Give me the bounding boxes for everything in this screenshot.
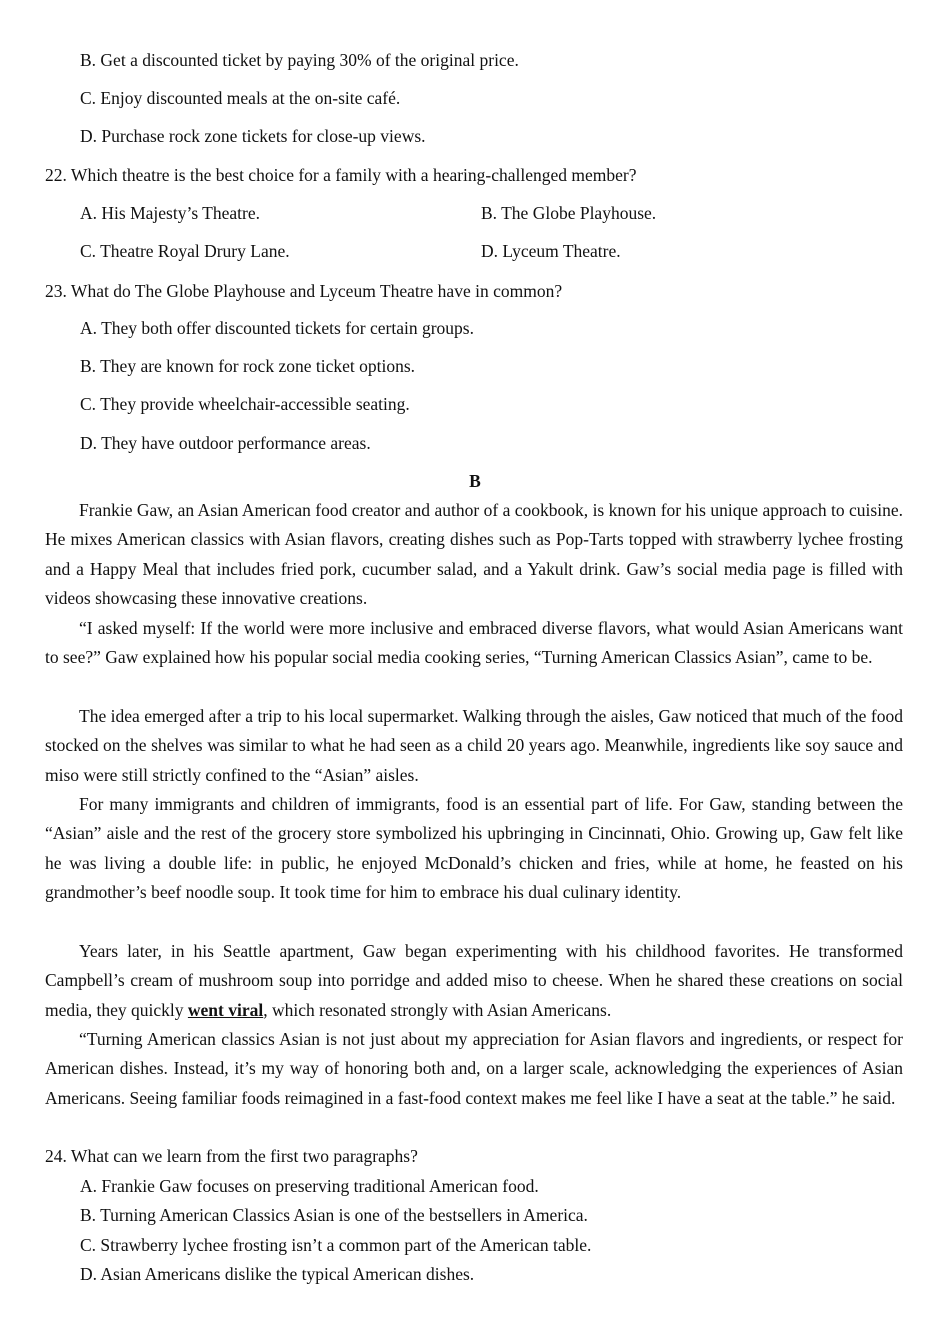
q21-option-d: D. Purchase rock zone tickets for close-up views.: [80, 126, 426, 146]
q23-stem: 23. What do The Globe Playhouse and Lyceum Theatre have in common?: [45, 281, 563, 301]
q23-option-c: C. They provide wheelchair-accessible seating.: [80, 394, 410, 414]
passage-paragraph-1: Frankie Gaw, an Asian American food creator and author of a cookbook, is known for his unique approach to cuisine. He mixes American classics with Asian flavors, creating dishes such as Pop-Tarts topped with strawberry lychee frosting and a Happy Meal that includes fried pork, cucumber salad, and a Yakult drink. Gaw’s social media page is filled with videos showcasing these innovative creations.: [45, 500, 903, 609]
q23-option-a: A. They both offer discounted tickets for certain groups.: [80, 318, 474, 338]
q24-stem: 24. What can we learn from the first two paragraphs?: [45, 1146, 418, 1166]
q21-option-c: C. Enjoy discounted meals at the on-site café.: [80, 88, 401, 108]
q22-option-b: B. The Globe Playhouse.: [481, 203, 657, 223]
section-heading: B: [469, 471, 481, 491]
q24-option-d: D. Asian Americans dislike the typical American dishes.: [80, 1264, 475, 1284]
q24-option-c: C. Strawberry lychee frosting isn’t a common part of the American table.: [80, 1235, 592, 1255]
passage-paragraph-5: [45, 937, 903, 1025]
passage-paragraph-6: “Turning American classics Asian is not just about my appreciation for Asian flavors and ingredients, or respect for American dishes. Instead, it’s my way of honoring both and, on a larger scale, acknowledging the experiences of Asian Americans. Seeing familiar foods reimagined in a fast-food context makes me feel like I have a seat at the table.” he said.: [45, 1029, 903, 1108]
q22-option-c: C. Theatre Royal Drury Lane.: [80, 241, 290, 261]
passage-paragraph-3: The idea emerged after a trip to his local supermarket. Walking through the aisles, Gaw noticed that much of the food stocked on the shelves was similar to what he had seen as a child 20 years ago. Meanwhile, ingredients like soy sauce and miso were still strictly confined to the “Asian” aisles.: [45, 706, 903, 785]
q24-option-a: A. Frankie Gaw focuses on preserving traditional American food.: [80, 1176, 539, 1196]
passage-paragraph-4: For many immigrants and children of immigrants, food is an essential part of life. For Gaw, standing between the “Asian” aisle and the rest of the grocery store symbolized his upbringing in Cincinnati, Ohio. Growing up, Gaw felt like he was living a double life: in public, he enjoyed McDonald’s chicken and fries, while at home, he feasted on his grandmother’s beef noodle soup. It took time for him to embrace his dual culinary identity.: [45, 794, 903, 903]
q22-stem: 22. Which theatre is the best choice for a family with a hearing-challenged member?: [45, 165, 637, 185]
q23-option-b: B. They are known for rock zone ticket options.: [80, 356, 416, 376]
q23-option-d: D. They have outdoor performance areas.: [80, 433, 371, 453]
highlighted-phrase: went viral: [187, 999, 264, 1020]
q21-option-b: B. Get a discounted ticket by paying 30% of the original price.: [80, 50, 519, 70]
paragraph-5-text-end: , which resonated strongly with Asian Americans.: [263, 999, 612, 1020]
q24-option-b: B. Turning American Classics Asian is one of the bestsellers in America.: [80, 1205, 588, 1225]
passage-paragraph-2: “I asked myself: If the world were more inclusive and embraced diverse flavors, what would Asian Americans want to see?” Gaw explained how his popular social media cooking series, “Turning American Classics Asian”, came to be.: [45, 618, 903, 668]
q22-option-a: A. His Majesty’s Theatre.: [80, 203, 260, 223]
q22-option-d: D. Lyceum Theatre.: [481, 241, 621, 261]
paragraph-5-text-start: Years later, in his Seattle apartment, Gaw began experimenting with his childhood favorites. He transformed Campbell’s cream of mushroom soup into porridge and added miso to cheese. When he shared these creations on social media, they quickly: [45, 941, 903, 1020]
